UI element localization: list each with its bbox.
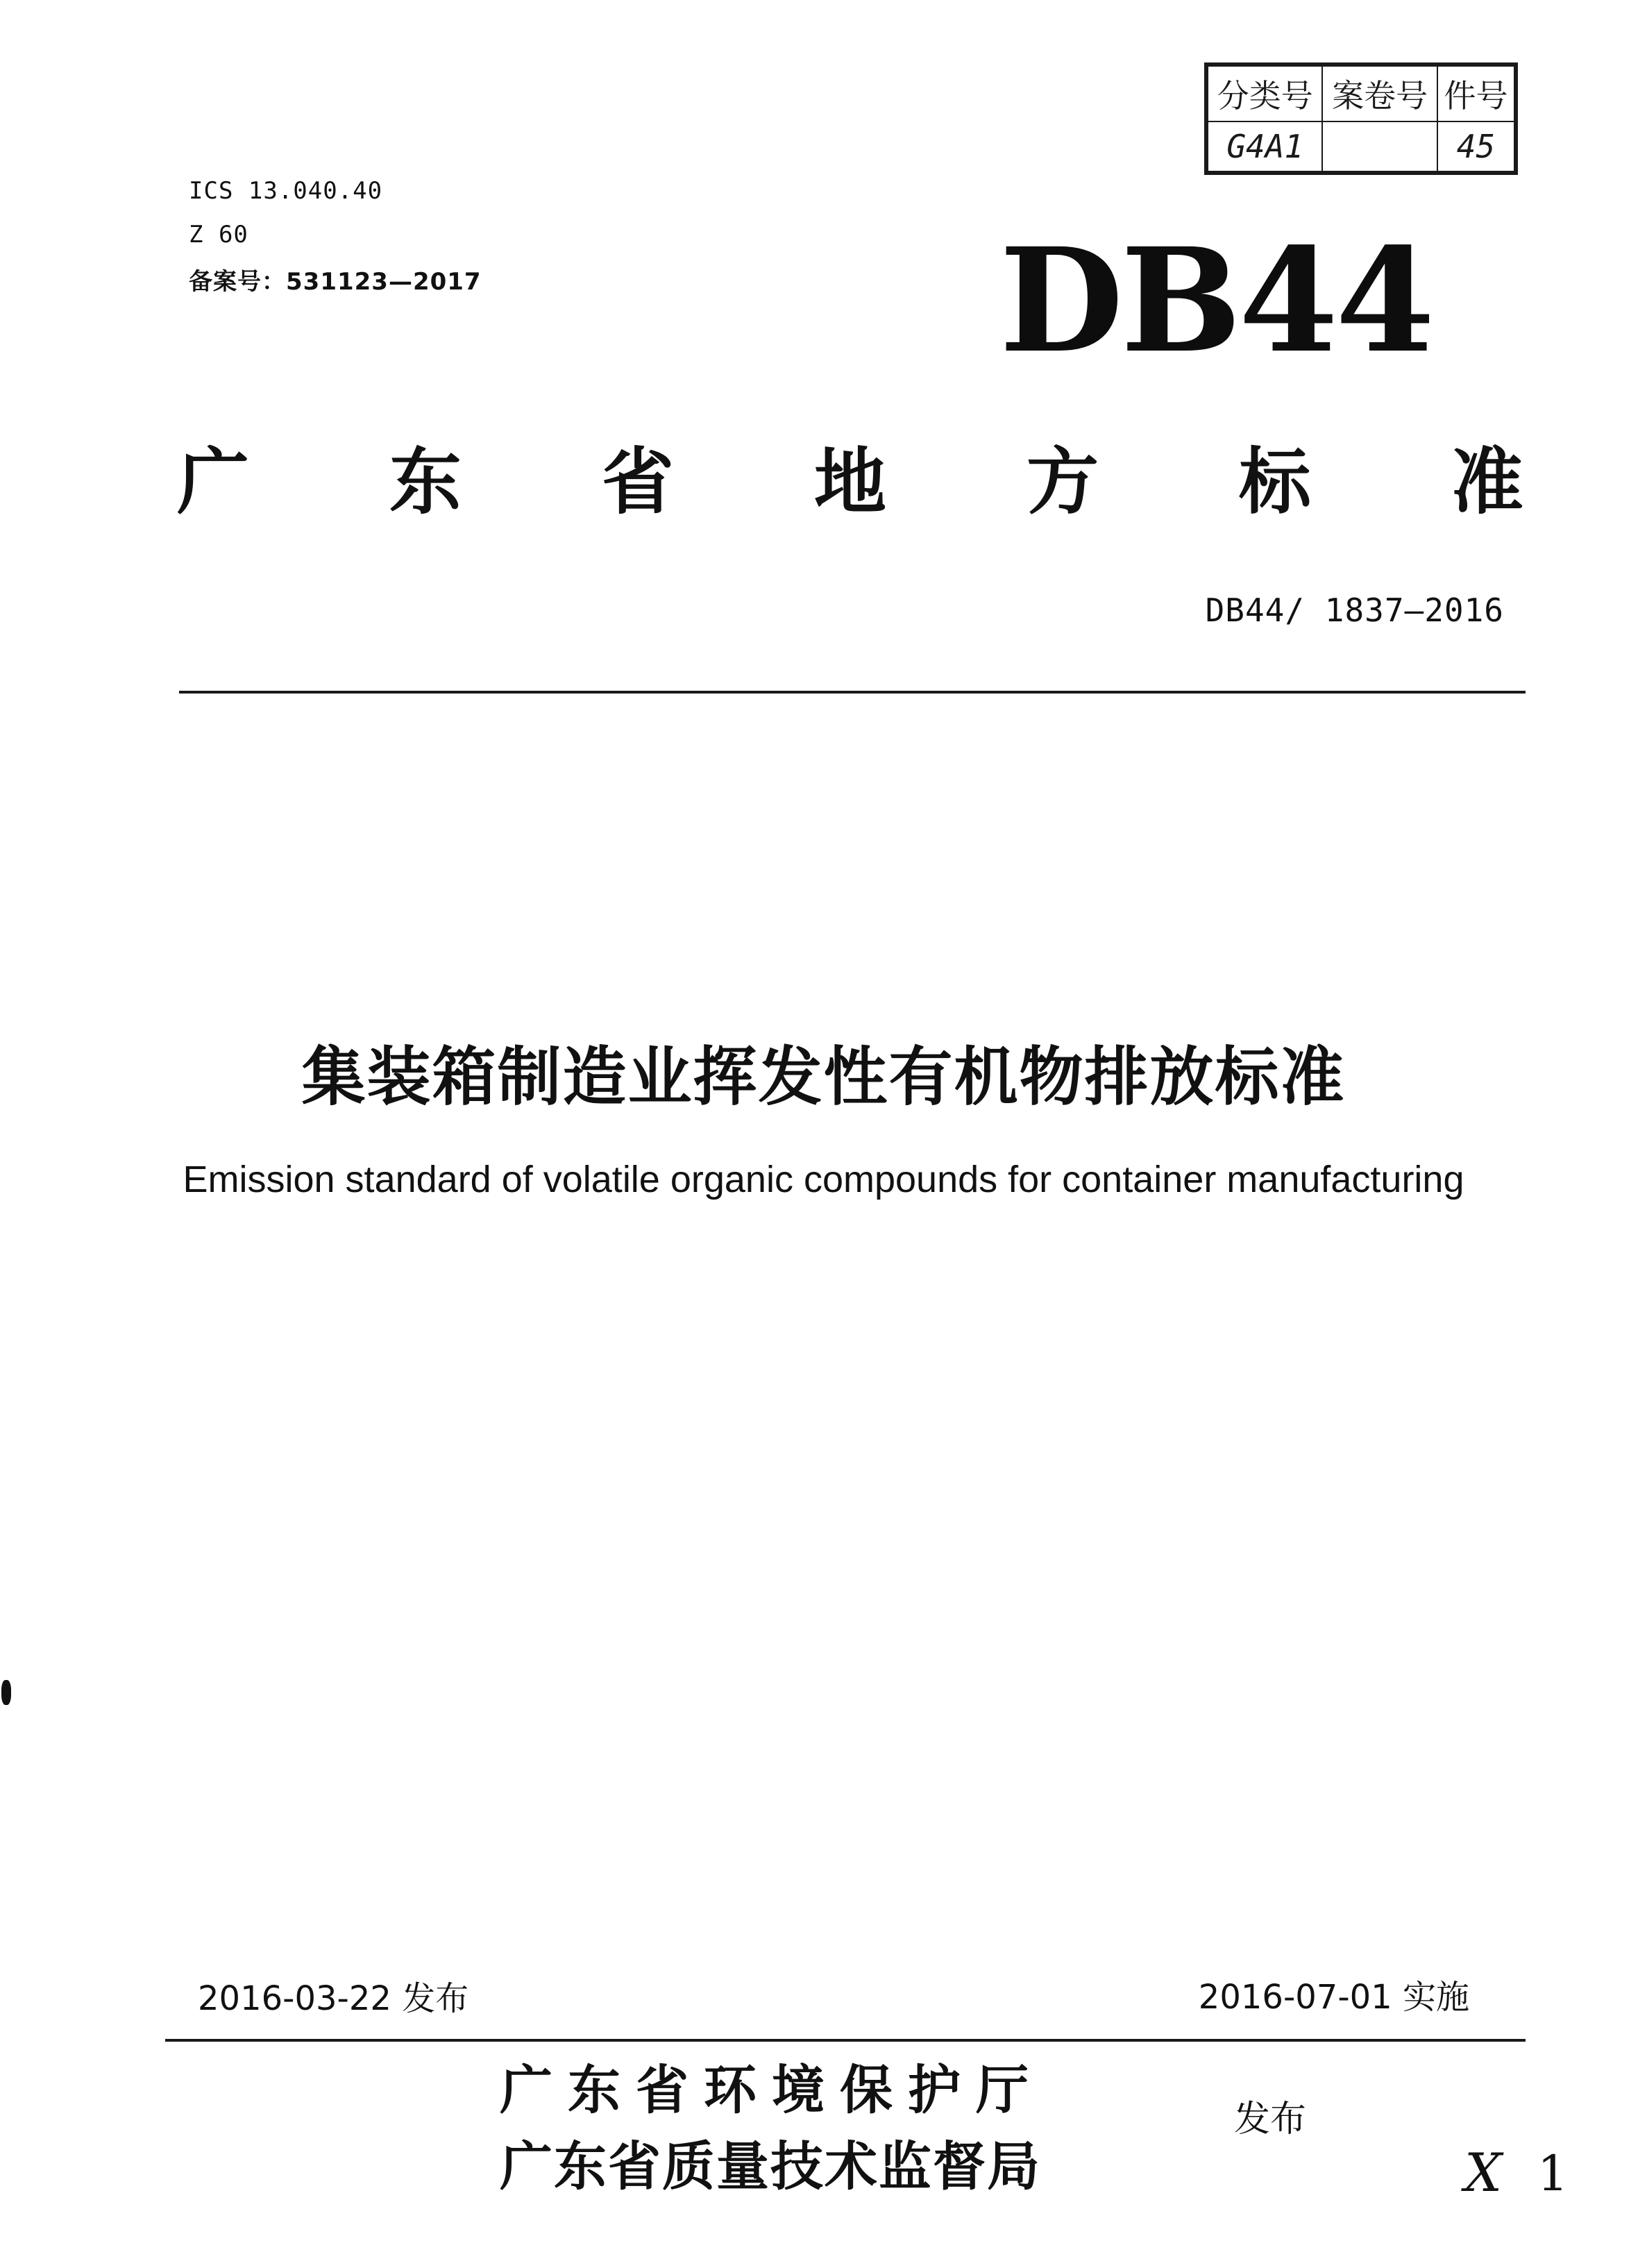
standard-type-char: 准 [1451,439,1523,524]
archive-stamp [1204,62,1518,175]
standard-type-char: 标 [1238,439,1311,524]
ccs-code: Z 60 [189,221,248,249]
issue-label: 发布 [1234,2099,1307,2140]
handwritten-mark: Ⅹ [1464,2142,1503,2203]
standard-type-char: 广 [177,439,250,524]
stamp-value-row [1208,121,1514,171]
standard-type-char: 地 [813,439,886,524]
archive-stamp-table [1207,65,1515,172]
stamp-header-item-number: 件号 [1437,66,1514,121]
scan-speck [1,1680,11,1705]
document-title-english: Emission standard of volatile organic compounds for container manufacturing [183,1159,1464,1200]
issuer-environmental-protection: 广东省环境保护厅 [500,2059,1044,2121]
stamp-value-classification: G4A1 [1208,121,1322,171]
standard-type-heading [177,430,1523,524]
stamp-header-file-number: 案卷号 [1322,66,1437,121]
filing-number: 备案号：531123—2017 [189,268,482,296]
implementation-date: 2016-07-01 实施 [1198,1978,1469,2017]
ics-code: ICS 13.040.40 [189,177,383,205]
standard-number: DB44/ 1837—2016 [1205,591,1504,629]
standard-type-char: 省 [601,439,674,524]
bottom-divider [165,2039,1526,2042]
stamp-value-file-number [1322,121,1437,171]
stamp-header-classification: 分类号 [1208,66,1322,121]
standard-type-char: 方 [1026,439,1099,524]
document-title-chinese: 集装箱制造业挥发性有机物排放标准 [301,1040,1346,1114]
stamp-value-item-number: 45 [1437,121,1514,171]
page-number: 1 [1537,2145,1569,2202]
top-divider [179,691,1526,694]
standard-type-char: 东 [389,439,462,524]
stamp-header-row [1208,66,1514,121]
issue-date: 2016-03-22 发布 [198,1979,469,2018]
standard-code-logo: DB44 [999,217,1433,385]
issuer-quality-supervision: 广东省质量技术监督局 [500,2135,1041,2197]
